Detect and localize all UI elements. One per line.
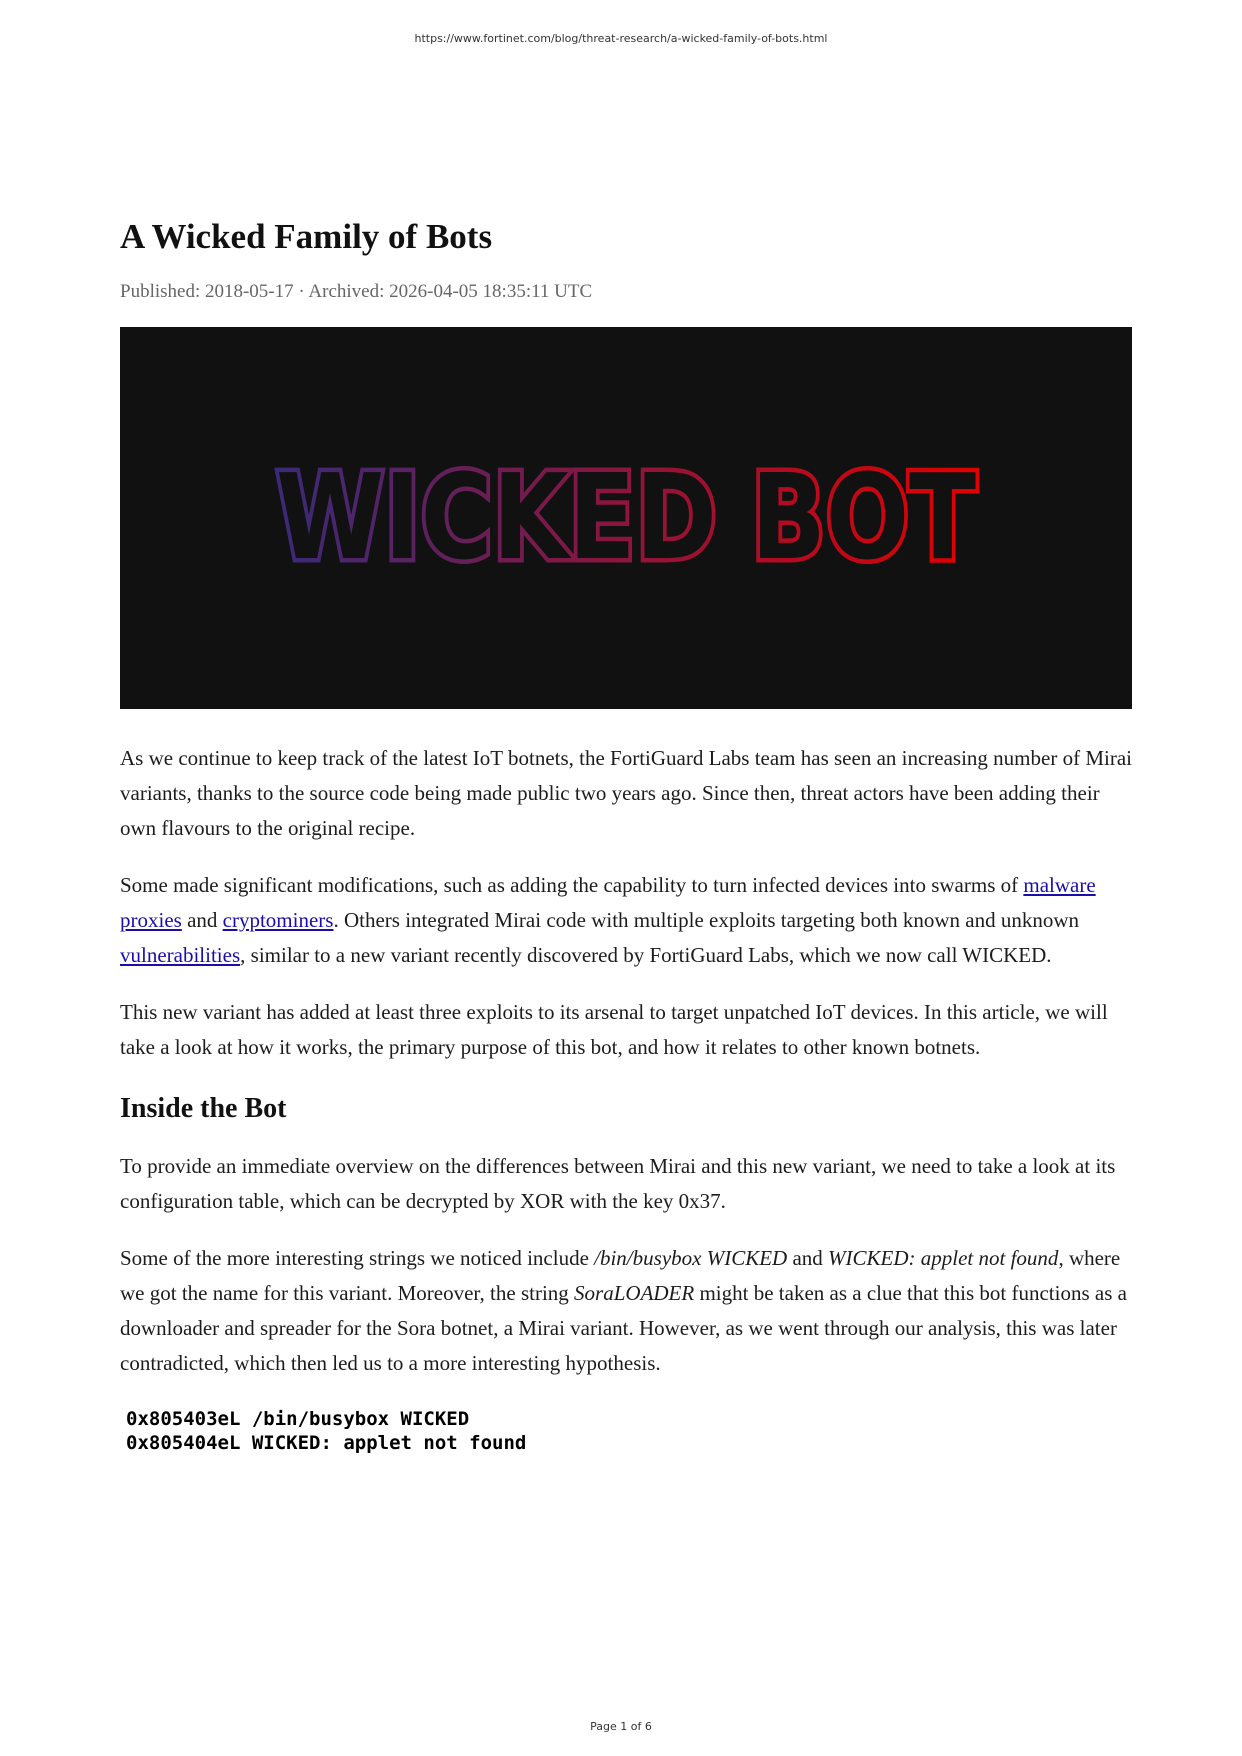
link-malware-proxies[interactable]: malware proxies <box>120 873 1096 932</box>
text-run: , similar to a new variant recently discovered by FortiGuard Labs, which we now call WICKED. <box>240 943 1052 967</box>
page-number: Page 1 of 6 <box>590 1720 652 1733</box>
hero-title-outline: WICKED BOT <box>276 458 976 578</box>
italic-string: SoraLOADER <box>574 1281 695 1305</box>
paragraph-strings <box>120 1241 1132 1381</box>
text-run: . Others integrated Mirai code with multiple exploits targeting both known and unknown <box>333 908 1080 932</box>
article <box>120 212 1132 1455</box>
text-run: might be taken as a clue that this bot functions as a downloader and spreader for the Sora botnet, a Mirai variant. However, as we went through our analysis, this was later contradicted, which then led us to a more interesting hypothesis. <box>120 1281 1127 1375</box>
italic-string: WICKED: applet not found <box>828 1246 1059 1270</box>
hero-banner <box>120 327 1132 709</box>
page-title: A Wicked Family of Bots <box>120 217 493 256</box>
section-heading: Inside the Bot <box>120 1093 287 1124</box>
italic-string: /bin/busybox WICKED <box>594 1246 788 1270</box>
text-run: and <box>181 908 223 932</box>
source-url: https://www.fortinet.com/blog/threat-research/a-wicked-family-of-bots.html <box>414 32 828 45</box>
paragraph-intro: As we continue to keep track of the latest IoT botnets, the FortiGuard Labs team has seen an increasing number of Mirai variants, thanks to the source code being made public two years ago. Since then, threat actors have been adding their own flavours to the original recipe. <box>120 746 1132 840</box>
paragraph-exploits: This new variant has added at least three exploits to its arsenal to target unpatched IoT devices. In this article, we will take a look at how it works, the primary purpose of this bot, and how it relates to other known botnets. <box>120 1000 1108 1059</box>
publish-meta: Published: 2018-05-17 · Archived: 2026-04-05 18:35:11 UTC <box>120 281 593 302</box>
hero-title-inner: WICKED BOT <box>276 458 976 578</box>
wicked-bot-logo <box>266 458 986 578</box>
link-vulnerabilities[interactable]: vulnerabilities <box>120 943 241 967</box>
paragraph-modifications <box>120 868 1132 973</box>
code-line: 0x805403eL /bin/busybox WICKED <box>126 1408 470 1430</box>
code-snippet <box>126 1407 1132 1455</box>
paragraph-config-table: To provide an immediate overview on the differences between Mirai and this new variant, we need to take a look at its configuration table, which can be decrypted by XOR with the key 0x37. <box>120 1154 1116 1213</box>
text-run: Some made significant modifications, such as adding the capability to turn infected devices into swarms of <box>120 873 1024 897</box>
text-run: Some of the more interesting strings we noticed include <box>120 1246 595 1270</box>
link-cryptominers[interactable]: cryptominers <box>222 908 334 932</box>
text-run: , where we got the name for this variant. Moreover, the string <box>120 1246 1121 1305</box>
code-line: 0x805404eL WICKED: applet not found <box>126 1432 527 1454</box>
text-run: and <box>787 1246 829 1270</box>
